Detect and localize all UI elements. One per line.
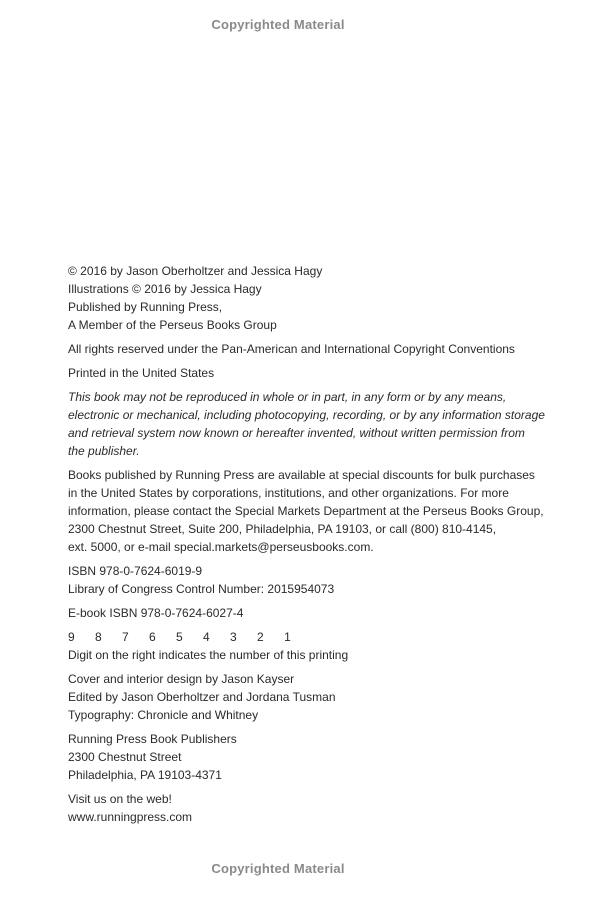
editor-credit-line: Edited by Jason Oberholtzer and Jordana Tusman [68,690,336,704]
colophon-text-block [68,262,588,832]
printed-in-line: Printed in the United States [68,366,215,380]
web-invite-line: Visit us on the web! [68,792,172,806]
isbn-line: ISBN 978-0-7624-6019-9 [68,564,203,578]
isbn-block [68,562,588,598]
rights-reserved-line: All rights reserved under the Pan-American and International Copyright Conventions [68,342,515,356]
publisher-address-block [68,730,588,784]
ebook-isbn-line: E-book ISBN 978-0-7624-6027-4 [68,606,244,620]
city-state-zip-line: Philadelphia, PA 19103-4371 [68,768,222,782]
publisher-line: Published by Running Press, [68,300,223,314]
printing-note-line: Digit on the right indicates the number of this printing [68,648,349,662]
publisher-name-line: Running Press Book Publishers [68,732,237,746]
copyright-line: © 2016 by Jason Oberholtzer and Jessica Hagy [68,264,323,278]
bulk-sales-notice: Books published by Running Press are available at special discounts for bulk purchases in the United States by corporations, institutions, and other organizations. For more information, please contact the Special Markets Department at the Perseus Books Group, 2300 Chestnut Street, Suite 200, Philadelphia, PA 19103, or call (800) 810-4145, ext. 5000, or e-mail special.markets@perseusbooks.com. [68,468,544,554]
publisher-group-line: A Member of the Perseus Books Group [68,318,277,332]
street-line: 2300 Chestnut Street [68,750,182,764]
copyright-block [68,262,588,334]
website-url-line: www.runningpress.com [68,810,193,824]
copyrighted-material-watermark-bottom: Copyrighted Material [211,861,345,876]
illustrations-copyright-line: Illustrations © 2016 by Jessica Hagy [68,282,262,296]
copyrighted-material-watermark-top: Copyrighted Material [211,17,345,32]
printing-number-block [68,628,588,664]
web-block [68,790,588,826]
reproduction-notice: This book may not be reproduced in whole or in part, in any form or by any means, electronic or mechanical, including photocopying, recording, or by any information storage and retrieval system now known or hereafter invented, without written permission from the publisher. [68,390,545,458]
design-credit-line: Cover and interior design by Jason Kayser [68,672,295,686]
printing-digits-line: 9 8 7 6 5 4 3 2 1 [68,630,291,644]
credits-block [68,670,588,724]
loc-control-number-line: Library of Congress Control Number: 2015954073 [68,582,335,596]
typography-credit-line: Typography: Chronicle and Whitney [68,708,259,722]
